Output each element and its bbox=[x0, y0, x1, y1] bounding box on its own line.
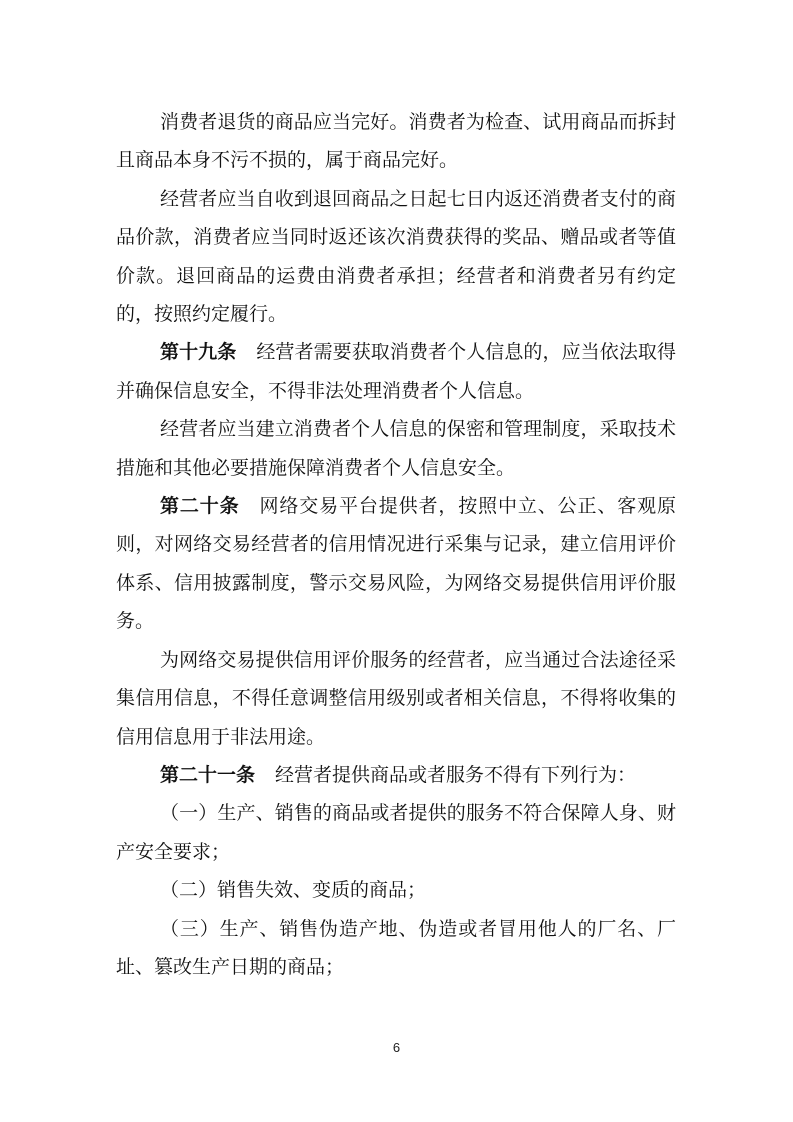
list-item bbox=[116, 794, 676, 871]
page-number: 6 bbox=[392, 1040, 401, 1055]
article-number: 第十九条 bbox=[160, 341, 237, 364]
paragraph-text: （一）生产、销售的商品或者提供的服务不符合保障人身、财产安全要求； bbox=[116, 802, 676, 863]
article-paragraph bbox=[116, 333, 676, 410]
article-number: 第二十条 bbox=[160, 495, 240, 518]
article-paragraph bbox=[116, 487, 676, 641]
paragraph-text: 经营者提供商品或者服务不得有下列行为： bbox=[275, 763, 637, 786]
document-body bbox=[116, 103, 676, 986]
paragraph-text: 经营者需要获取消费者个人信息的，应当依法取得并确保信息安全，不得非法处理消费者个人信息。 bbox=[116, 341, 676, 402]
paragraph-text: 消费者退货的商品应当完好。消费者为检查、试用商品而拆封且商品本身不污不损的，属于商品完好。 bbox=[116, 111, 676, 172]
paragraph-text: 网络交易平台提供者，按照中立、公正、客观原则，对网络交易经营者的信用情况进行采集与记录，建立信用评价体系、信用披露制度，警示交易风险，为网络交易提供信用评价服务。 bbox=[116, 495, 676, 633]
paragraph bbox=[116, 410, 676, 487]
list-item bbox=[116, 910, 676, 987]
paragraph-text: （二）销售失效、变质的商品； bbox=[160, 879, 427, 902]
paragraph-text: （三）生产、销售伪造产地、伪造或者冒用他人的厂名、厂址、篡改生产日期的商品； bbox=[116, 917, 676, 978]
list-item bbox=[116, 871, 676, 909]
paragraph-text: 为网络交易提供信用评价服务的经营者，应当通过合法途径采集信用信息，不得任意调整信用级别或者相关信息，不得将收集的信用信息用于非法用途。 bbox=[116, 648, 676, 748]
paragraph bbox=[116, 641, 676, 756]
paragraph bbox=[116, 103, 676, 180]
paragraph-text: 经营者应当自收到退回商品之日起七日内返还消费者支付的商品价款，消费者应当同时返还该次消费获得的奖品、赠品或者等值价款。退回商品的运费由消费者承担；经营者和消费者另有约定的，按照约定履行。 bbox=[116, 187, 676, 326]
paragraph-text: 经营者应当建立消费者个人信息的保密和管理制度，采取技术措施和其他必要措施保障消费者个人信息安全。 bbox=[116, 418, 676, 479]
article-number: 第二十一条 bbox=[160, 763, 256, 786]
article-paragraph bbox=[116, 756, 676, 794]
paragraph bbox=[116, 180, 676, 334]
